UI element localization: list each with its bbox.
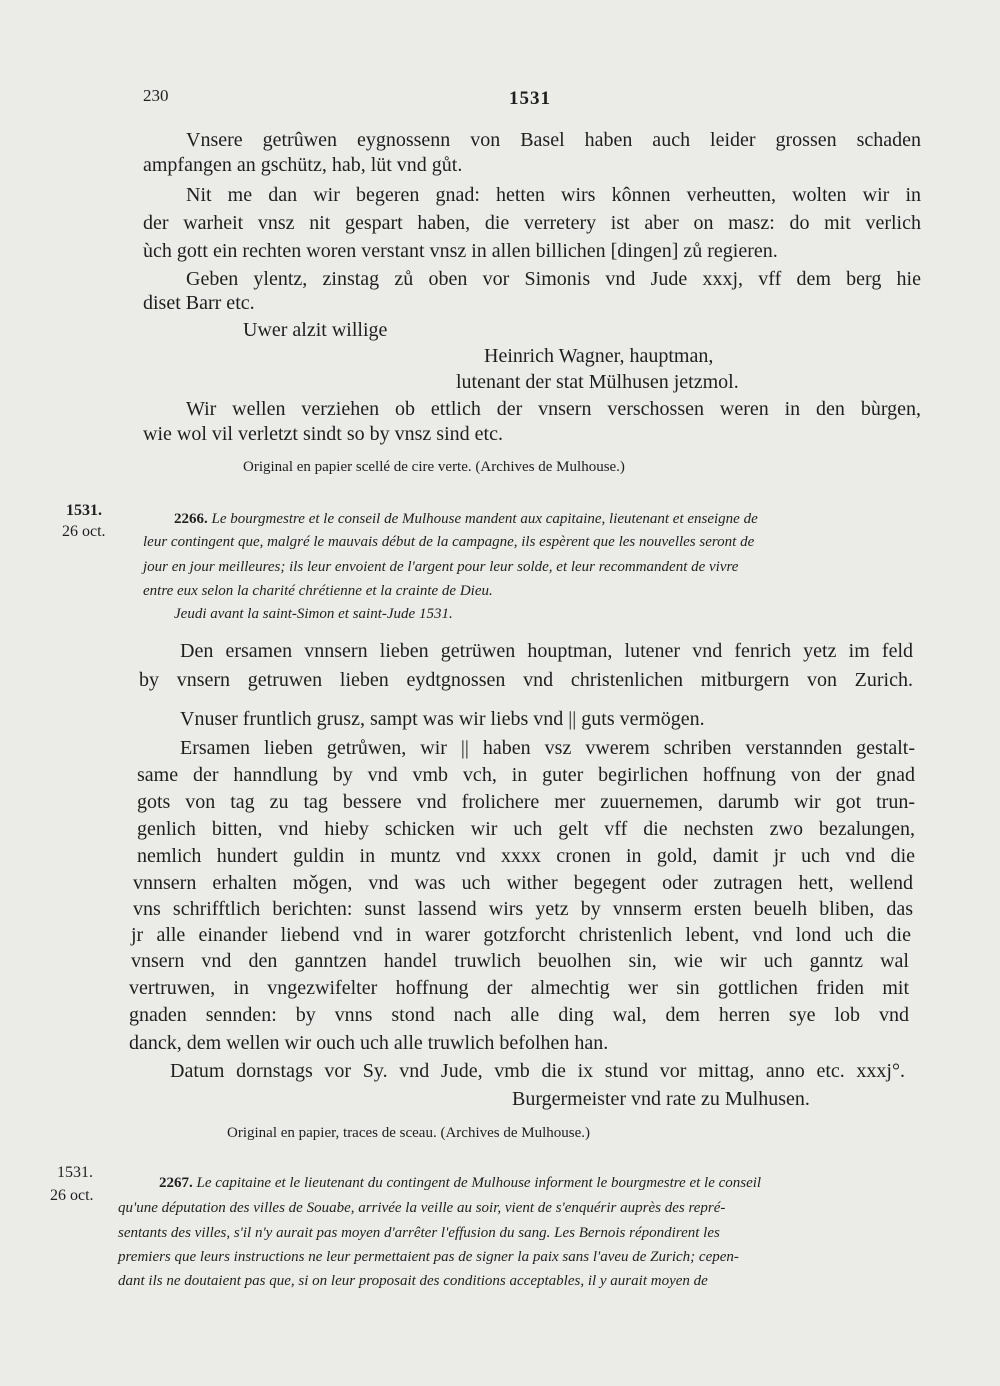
entry-summary-line: entre eux selon la charité chrétienne et la crainte de Dieu. xyxy=(143,583,493,599)
entry-number: 2267. xyxy=(159,1175,193,1191)
body-line: same der hanndlung by vnd vmb vch, in guter begirlichen hoffnung von der gnad xyxy=(137,764,915,786)
body-line: gots von tag zu tag bessere vnd frolichere mer zuuernemen, darumb wir got trun- xyxy=(137,791,915,813)
text-line: ampfangen an gschütz, hab, lüt vnd gůt. xyxy=(143,154,463,176)
margin-date: 26 oct. xyxy=(50,1187,94,1204)
margin-year: 1531. xyxy=(66,502,102,519)
postscript-line: wie wol vil verletzt sindt so by vnsz sind etc. xyxy=(143,423,503,445)
text-line: diset Barr etc. xyxy=(143,292,255,314)
postscript-line: Wir wellen verziehen ob ettlich der vnsern verschossen weren in den bùrgen, xyxy=(186,398,921,420)
entry-summary-line: dant ils ne doutaient pas que, si on leur proposait des conditions acceptables, il y aurait moyen de xyxy=(118,1273,708,1289)
address-line: by vnsern getruwen lieben eydtgnossen vnd christenlichen mitburgern von Zurich. xyxy=(139,669,913,691)
page-number: 230 xyxy=(143,86,169,105)
entry-summary-line: sentants des villes, s'il n'y aurait pas moyen d'arrêter l'effusion du sang. Les Bernois répondirent les xyxy=(118,1225,720,1241)
entry-summary-line: leur contingent que, malgré le mauvais début de la campagne, ils espèrent que les nouvelles seront de xyxy=(143,534,755,550)
text-line: Vnsere getrûwen eygnossenn von Basel haben auch leider grossen schaden xyxy=(186,129,921,151)
signature-line: lutenant der stat Mülhusen jetzmol. xyxy=(456,371,739,393)
text-line: Geben ylentz, zinstag zů oben vor Simonis vnd Jude xxxj, vff dem berg hie xyxy=(186,268,921,290)
text-line: Nit me dan wir begeren gnad: hetten wirs kônnen verheutten, wolten wir in xyxy=(186,184,921,206)
summary-text: Le capitaine et le lieutenant du contingent de Mulhouse informent le bourgmestre et le conseil xyxy=(196,1175,762,1191)
body-line: Datum dornstags vor Sy. vnd Jude, vmb die ix stund vor mittag, anno etc. xxxj°. xyxy=(170,1060,905,1082)
margin-year: 1531. xyxy=(57,1164,93,1181)
margin-date: 26 oct. xyxy=(62,523,106,540)
body-line: vnsern vnd den ganntzen handel truwlich beuolhen sin, wie wir uch ganntz wal xyxy=(131,950,909,972)
body-line: jr alle einander liebend vnd in warer gotzforcht christenlich lebent, vnd lond uch die xyxy=(131,924,911,946)
entry-summary-line: jour en jour meilleures; ils leur envoient de l'argent pour leur solde, et leur recommandent de vivre xyxy=(143,559,739,575)
body-line: nemlich hundert guldin in muntz vnd xxxx cronen in gold, damit jr uch vnd die xyxy=(137,845,915,867)
entry-dateline: Jeudi avant la saint-Simon et saint-Jude 1531. xyxy=(174,606,453,622)
signature-line: Burgermeister vnd rate zu Mulhusen. xyxy=(512,1088,810,1110)
body-line: Vnuser fruntlich grusz, sampt was wir liebs vnd || guts vermögen. xyxy=(180,708,705,730)
text-line: ùch gott ein rechten woren verstant vnsz in allen billichen [dingen] zů regieren. xyxy=(143,240,778,262)
running-year: 1531 xyxy=(509,88,551,109)
source-note: Original en papier scellé de cire verte. (Archives de Mulhouse.) xyxy=(243,459,625,475)
body-line: vnnsern erhalten mǒgen, vnd was uch wither begegent oder zutragen hett, wellend xyxy=(133,872,913,894)
source-note: Original en papier, traces de sceau. (Archives de Mulhouse.) xyxy=(227,1125,591,1141)
entry-summary-line: qu'une députation des villes de Souabe, arrivée la veille au soir, vient de s'enquérir auprès des repré- xyxy=(118,1200,726,1216)
body-line: vertruwen, in vngezwifelter hoffnung der almechtig wer sin gottlichen friden mit xyxy=(129,977,909,999)
letter-closing: Uwer alzit willige xyxy=(243,319,388,341)
entry-number: 2266. xyxy=(174,511,208,527)
body-line: gnaden sennden: by vnns stond nach alle ding wal, dem herren sye lob vnd xyxy=(129,1004,909,1026)
signature-line: Heinrich Wagner, hauptman, xyxy=(484,345,714,367)
body-line: vns schrifftlich berichten: sunst lassend wirs yetz by vnnserm ersten beuelh bliben, das xyxy=(133,898,913,920)
address-line: Den ersamen vnnsern lieben getrüwen houptman, lutener vnd fenrich yetz im feld xyxy=(180,640,913,662)
summary-text: Le bourgmestre et le conseil de Mulhouse mandent aux capitaine, lieutenant et enseigne de xyxy=(211,511,758,527)
entry-summary-line: premiers que leurs instructions ne leur permettaient pas de signer la paix sans l'aveu de Zurich; cepen- xyxy=(118,1249,739,1265)
body-line: Ersamen lieben getrůwen, wir || haben vsz vwerem schriben verstannden gestalt- xyxy=(180,737,915,759)
entry-summary-line xyxy=(159,1172,909,1195)
body-line: danck, dem wellen wir ouch uch alle truwlich befolhen han. xyxy=(129,1032,609,1054)
entry-summary-line xyxy=(174,508,918,531)
text-line: der warheit vnsz nit gespart haben, die verretery ist aber on masz: do mit verlich xyxy=(143,212,921,234)
body-line: genlich bitten, vnd hieby schicken wir uch gelt vff die nechsten zwo bezalungen, xyxy=(137,818,915,840)
